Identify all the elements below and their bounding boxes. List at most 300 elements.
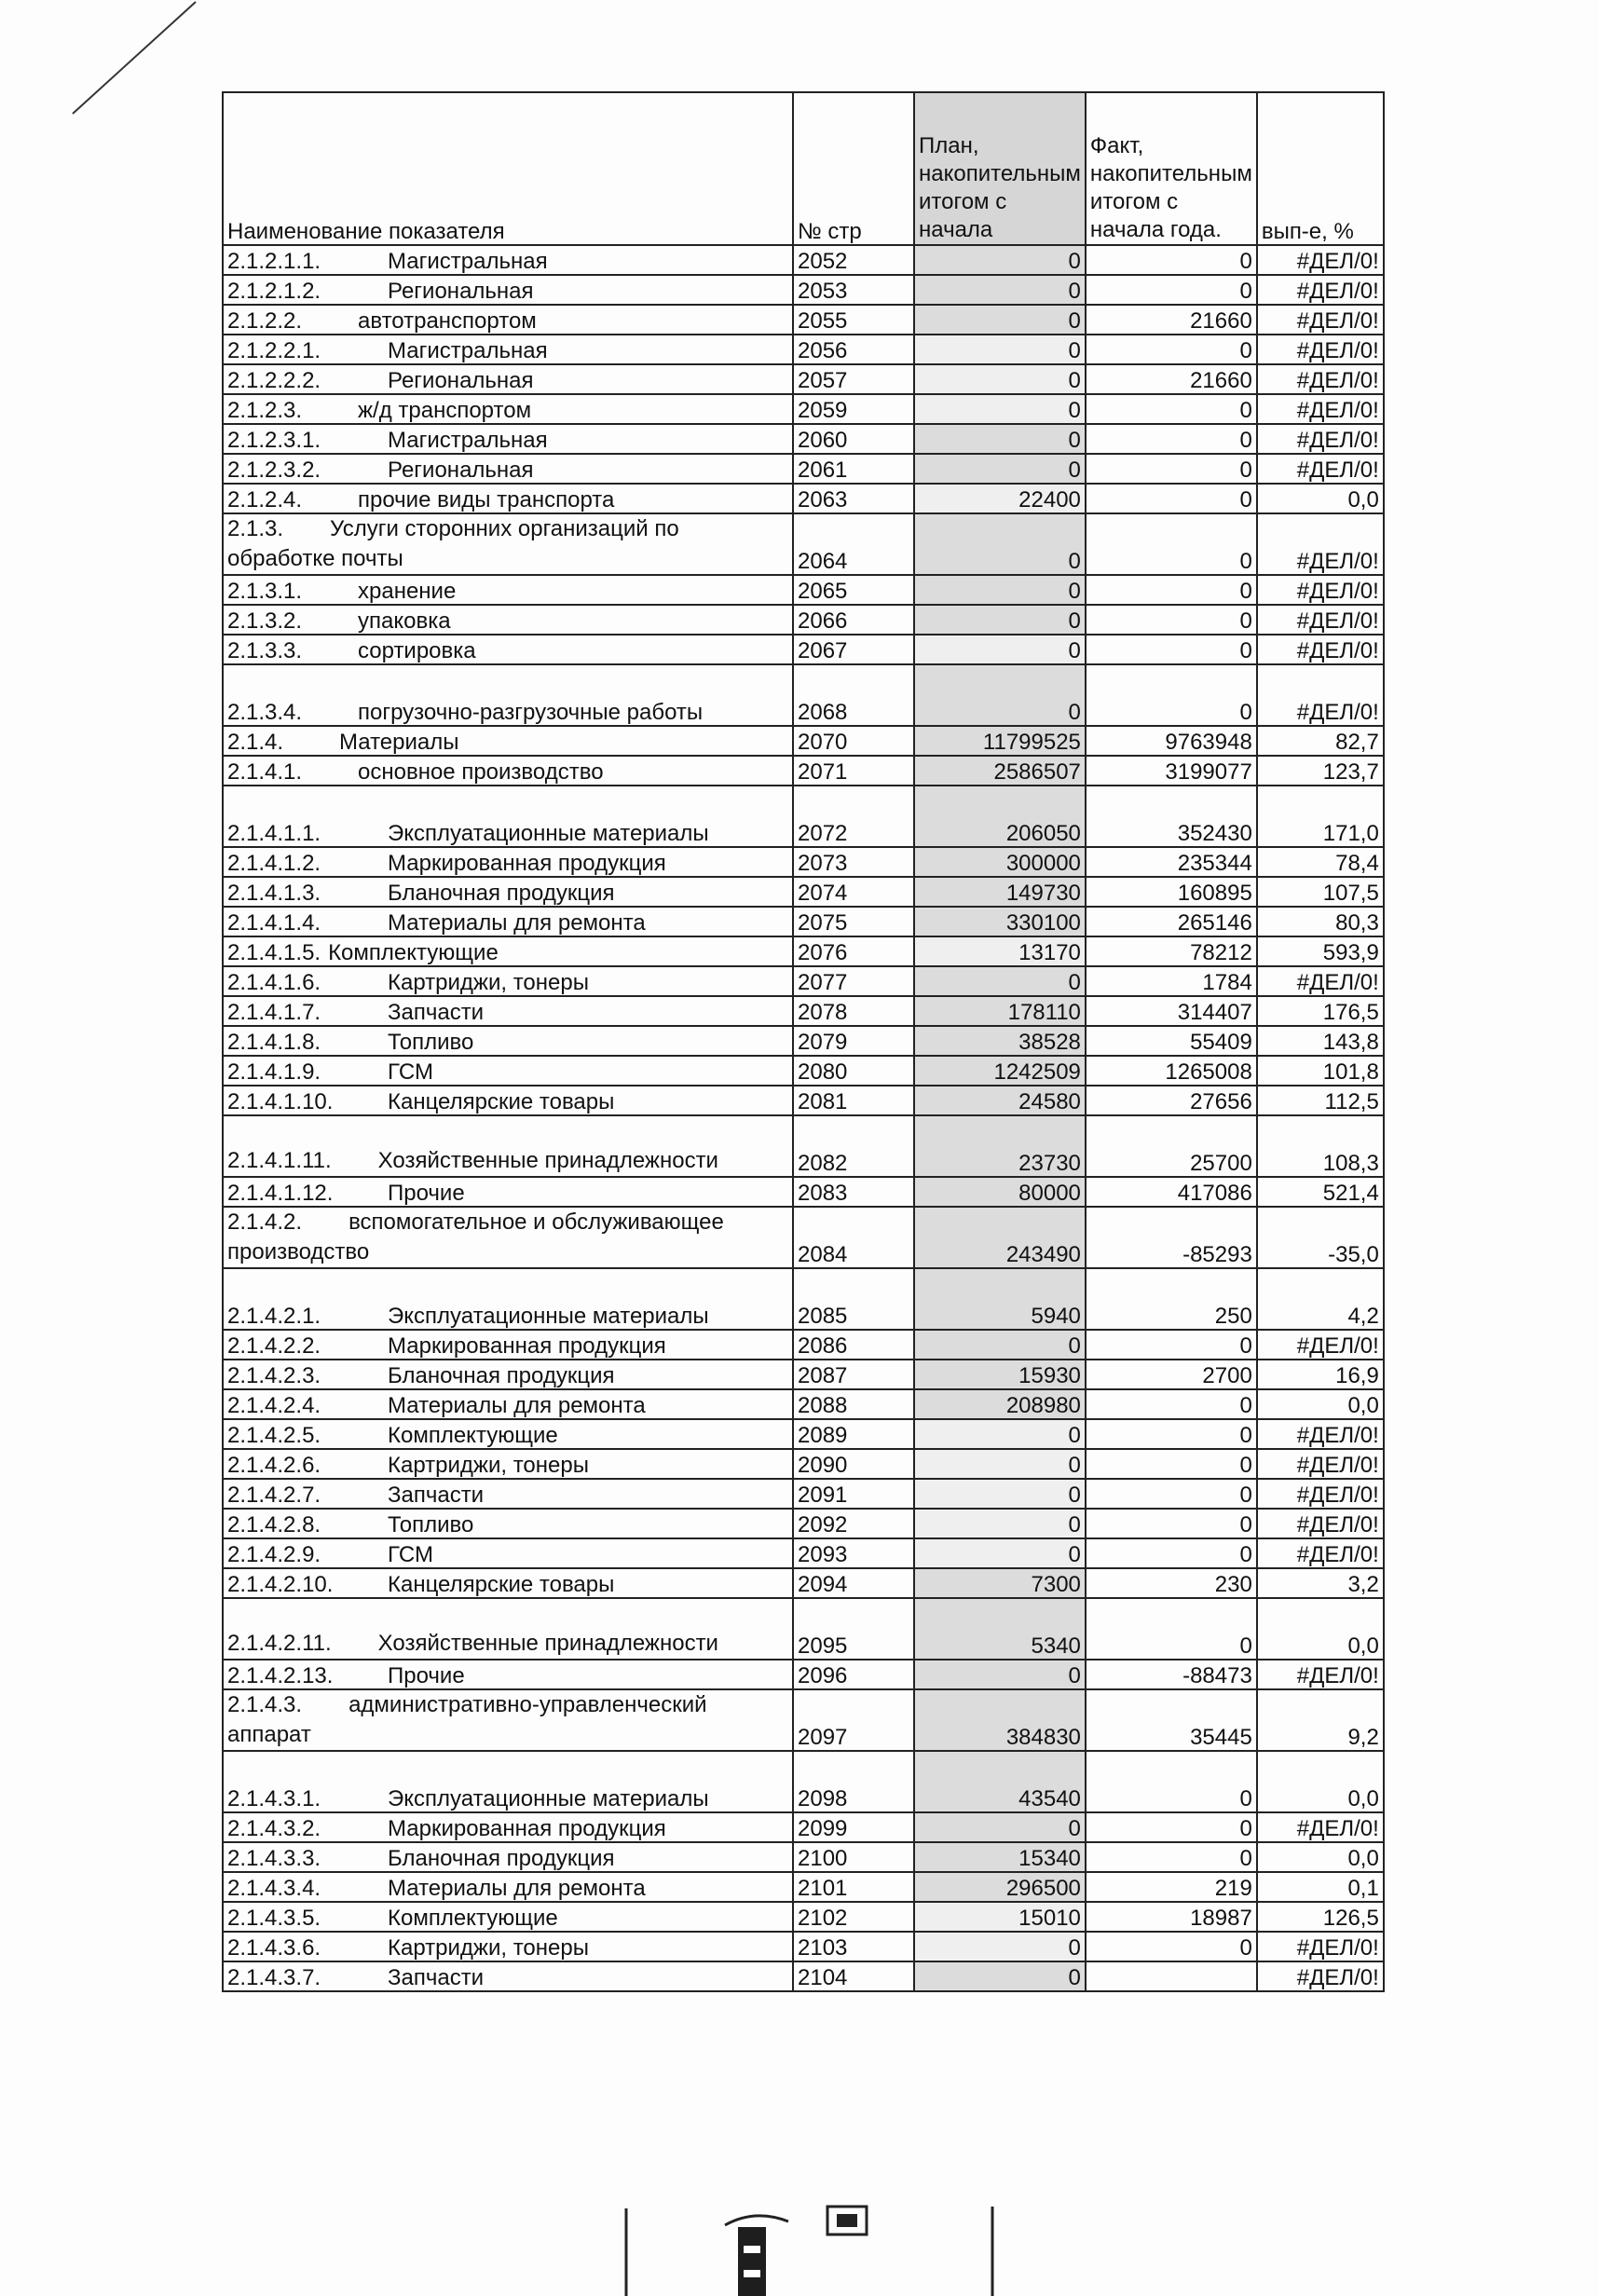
indicator-code: 2.1.4.1.8.	[227, 1030, 321, 1055]
line-number-cell: 2072	[793, 786, 914, 847]
fact-value-cell: 2700	[1086, 1360, 1257, 1389]
indicator-code: 2.1.4.1.6.	[227, 970, 321, 995]
table-body	[223, 245, 1384, 1991]
percent-cell: 16,9	[1257, 1360, 1384, 1389]
indicator-label: Материалы для ремонта	[388, 1393, 646, 1418]
indicator-code: 2.1.4.3.7.	[227, 1965, 321, 1990]
line-number-cell: 2068	[793, 664, 914, 726]
plan-value-cell: 0	[914, 245, 1086, 275]
indicator-label: Хозяйственные принадлежности	[377, 1631, 718, 1656]
indicator-name-cell	[223, 1689, 793, 1751]
indicator-code: 2.1.2.3.2.	[227, 458, 321, 483]
plan-value-cell: 0	[914, 1932, 1086, 1961]
indicator-code: 2.1.4.2.2.	[227, 1333, 321, 1359]
indicator-code: 2.1.2.2.	[227, 308, 303, 334]
table-row	[223, 245, 1384, 275]
plan-value-cell: 11799525	[914, 726, 1086, 756]
table-row	[223, 1330, 1384, 1360]
line-number-cell: 2093	[793, 1538, 914, 1568]
indicator-label: Комплектующие	[388, 1906, 558, 1931]
table-row	[223, 335, 1384, 364]
indicator-code: 2.1.4.3.3.	[227, 1846, 321, 1871]
fact-value-cell: 0	[1086, 275, 1257, 305]
plan-value-cell: 0	[914, 394, 1086, 424]
fact-value-cell: 18987	[1086, 1902, 1257, 1932]
indicator-label: погрузочно-разгрузочные работы	[358, 700, 704, 725]
percent-cell: 108,3	[1257, 1115, 1384, 1177]
fact-value-cell: 0	[1086, 1842, 1257, 1872]
table-row	[223, 966, 1384, 996]
indicator-label: автотранспортом	[358, 308, 537, 334]
line-number-cell: 2089	[793, 1419, 914, 1449]
fact-value-cell	[1086, 1961, 1257, 1991]
table-row	[223, 1056, 1384, 1086]
plan-value-cell: 2586507	[914, 756, 1086, 786]
fact-value-cell: -88473	[1086, 1660, 1257, 1689]
plan-value-cell: 0	[914, 1479, 1086, 1509]
fact-value-cell: 1265008	[1086, 1056, 1257, 1086]
line-number-cell: 2073	[793, 847, 914, 877]
plan-value-cell: 300000	[914, 847, 1086, 877]
indicator-name-cell	[223, 1568, 793, 1598]
percent-cell: 82,7	[1257, 726, 1384, 756]
indicator-code: 2.1.3.4.	[227, 700, 303, 725]
line-number-cell: 2101	[793, 1872, 914, 1902]
line-number-cell: 2092	[793, 1509, 914, 1538]
indicator-name-cell	[223, 726, 793, 756]
percent-cell: 143,8	[1257, 1026, 1384, 1056]
indicator-label: Магистральная	[388, 428, 548, 453]
line-number-cell: 2095	[793, 1598, 914, 1660]
indicator-code: 2.1.4.1.2.	[227, 851, 321, 876]
plan-value-cell: 0	[914, 966, 1086, 996]
plan-value-cell: 0	[914, 1812, 1086, 1842]
indicator-label: Бланочная продукция	[388, 1363, 615, 1388]
table-row	[223, 847, 1384, 877]
indicator-name-cell	[223, 1115, 793, 1177]
indicator-name-cell	[223, 1330, 793, 1360]
table-row	[223, 756, 1384, 786]
table-row	[223, 605, 1384, 635]
indicator-code: 2.1.4.2.1.	[227, 1304, 321, 1329]
indicator-code: 2.1.3.1.	[227, 579, 303, 604]
plan-value-cell: 24580	[914, 1086, 1086, 1115]
indicator-label: Топливо	[388, 1512, 474, 1538]
indicator-label: Бланочная продукция	[388, 881, 615, 906]
fact-value-cell: 314407	[1086, 996, 1257, 1026]
percent-cell: #ДЕЛ/0!	[1257, 394, 1384, 424]
fact-value-cell: 0	[1086, 1419, 1257, 1449]
indicator-label: Региональная	[388, 279, 534, 304]
plan-value-cell: 0	[914, 1509, 1086, 1538]
percent-cell: 0,0	[1257, 1598, 1384, 1660]
indicator-label: Комплектующие	[328, 940, 499, 965]
indicator-name-cell	[223, 1872, 793, 1902]
indicator-code: 2.1.4.2.4.	[227, 1393, 321, 1418]
percent-cell: 107,5	[1257, 877, 1384, 907]
percent-cell: #ДЕЛ/0!	[1257, 1449, 1384, 1479]
table-row	[223, 1538, 1384, 1568]
indicator-code: 2.1.4.3.5.	[227, 1906, 321, 1931]
percent-cell: #ДЕЛ/0!	[1257, 575, 1384, 605]
line-number-cell: 2085	[793, 1268, 914, 1330]
indicator-name-cell	[223, 1056, 793, 1086]
plan-value-cell: 0	[914, 305, 1086, 335]
plan-value-cell: 80000	[914, 1177, 1086, 1207]
fact-value-cell: 9763948	[1086, 726, 1257, 756]
plan-value-cell: 206050	[914, 786, 1086, 847]
header-percent: вып-е, %	[1257, 92, 1384, 245]
indicator-name-cell	[223, 996, 793, 1026]
indicator-code: 2.1.4.2.11.	[227, 1631, 332, 1656]
line-number-cell: 2074	[793, 877, 914, 907]
line-number-cell: 2060	[793, 424, 914, 454]
indicator-name-cell	[223, 1660, 793, 1689]
plan-value-cell: 330100	[914, 907, 1086, 936]
indicator-code: 2.1.4.1.7.	[227, 1000, 321, 1025]
plan-value-cell: 0	[914, 275, 1086, 305]
fact-value-cell: 0	[1086, 454, 1257, 484]
indicator-name-cell	[223, 1479, 793, 1509]
percent-cell: 0,0	[1257, 1842, 1384, 1872]
indicator-label: Региональная	[388, 368, 534, 393]
table-row	[223, 726, 1384, 756]
percent-cell: #ДЕЛ/0!	[1257, 513, 1384, 575]
header-plan: План, накопительным итогом с начала	[914, 92, 1086, 245]
fact-value-cell: 0	[1086, 1479, 1257, 1509]
line-number-cell: 2103	[793, 1932, 914, 1961]
indicator-label: Эксплуатационные материалы	[388, 821, 709, 846]
indicator-label: ж/д транспортом	[358, 398, 532, 423]
plan-value-cell: 5940	[914, 1268, 1086, 1330]
line-number-cell: 2102	[793, 1902, 914, 1932]
indicator-label: Магистральная	[388, 249, 548, 274]
indicator-name-cell	[223, 424, 793, 454]
page-bottom-scan-marks	[606, 2199, 997, 2296]
indicator-label: Маркированная продукция	[388, 1333, 666, 1359]
percent-cell: #ДЕЛ/0!	[1257, 275, 1384, 305]
line-number-cell: 2064	[793, 513, 914, 575]
indicator-code: 2.1.4.1.5.	[227, 940, 321, 965]
plan-value-cell: 178110	[914, 996, 1086, 1026]
line-number-cell: 2082	[793, 1115, 914, 1177]
table-row	[223, 1479, 1384, 1509]
indicator-label: Топливо	[388, 1030, 474, 1055]
indicator-name-cell	[223, 305, 793, 335]
fact-value-cell: 417086	[1086, 1177, 1257, 1207]
line-number-cell: 2104	[793, 1961, 914, 1991]
indicator-label: Прочие	[388, 1181, 465, 1206]
table-row	[223, 1932, 1384, 1961]
indicator-name-cell	[223, 877, 793, 907]
indicator-label: Канцелярские товары	[388, 1089, 615, 1114]
indicator-name-cell	[223, 275, 793, 305]
percent-cell: 78,4	[1257, 847, 1384, 877]
indicator-name-cell	[223, 635, 793, 664]
table-row	[223, 1268, 1384, 1330]
percent-cell: 126,5	[1257, 1902, 1384, 1932]
table-row	[223, 1389, 1384, 1419]
line-number-cell: 2098	[793, 1751, 914, 1812]
table-row	[223, 484, 1384, 513]
indicator-label: Хозяйственные принадлежности	[377, 1148, 718, 1173]
indicator-name-cell	[223, 1961, 793, 1991]
indicator-code: 2.1.4.1.12.	[227, 1181, 334, 1206]
indicator-label: сортировка	[358, 638, 476, 663]
fact-value-cell: 0	[1086, 1751, 1257, 1812]
fact-value-cell: 0	[1086, 1598, 1257, 1660]
fact-value-cell: 35445	[1086, 1689, 1257, 1751]
indicator-label: Эксплуатационные материалы	[388, 1786, 709, 1811]
plan-value-cell: 0	[914, 364, 1086, 394]
plan-value-cell: 0	[914, 1538, 1086, 1568]
indicator-name-cell	[223, 1812, 793, 1842]
table-row	[223, 664, 1384, 726]
line-number-cell: 2080	[793, 1056, 914, 1086]
fact-value-cell: 27656	[1086, 1086, 1257, 1115]
table-row	[223, 1177, 1384, 1207]
plan-value-cell: 5340	[914, 1598, 1086, 1660]
fact-value-cell: 3199077	[1086, 756, 1257, 786]
line-number-cell: 2055	[793, 305, 914, 335]
line-number-cell: 2091	[793, 1479, 914, 1509]
fact-value-cell: 265146	[1086, 907, 1257, 936]
percent-cell: 112,5	[1257, 1086, 1384, 1115]
indicator-label: упаковка	[358, 608, 451, 634]
table-row	[223, 996, 1384, 1026]
line-number-cell: 2059	[793, 394, 914, 424]
fact-value-cell: 0	[1086, 1389, 1257, 1419]
indicator-code: 2.1.4.1.	[227, 759, 303, 785]
percent-cell: #ДЕЛ/0!	[1257, 364, 1384, 394]
plan-value-cell: 1242509	[914, 1056, 1086, 1086]
indicator-name-cell	[223, 1842, 793, 1872]
indicator-name-cell	[223, 1598, 793, 1660]
fact-value-cell: 78212	[1086, 936, 1257, 966]
plan-value-cell: 0	[914, 1961, 1086, 1991]
indicator-name-cell	[223, 1389, 793, 1419]
line-number-cell: 2065	[793, 575, 914, 605]
indicator-label: Запчасти	[388, 1965, 485, 1990]
percent-cell: #ДЕЛ/0!	[1257, 1961, 1384, 1991]
table-row	[223, 936, 1384, 966]
percent-cell: 0,1	[1257, 1872, 1384, 1902]
indicator-name-cell	[223, 1177, 793, 1207]
indicator-name-cell	[223, 605, 793, 635]
table-row	[223, 1509, 1384, 1538]
indicator-code: 2.1.4.2.13.	[227, 1663, 334, 1688]
fact-value-cell: 0	[1086, 1538, 1257, 1568]
percent-cell: #ДЕЛ/0!	[1257, 1660, 1384, 1689]
indicator-label: Эксплуатационные материалы	[388, 1304, 709, 1329]
indicator-name-cell	[223, 394, 793, 424]
plan-value-cell: 43540	[914, 1751, 1086, 1812]
indicator-code: 2.1.4.2.5.	[227, 1423, 321, 1448]
plan-value-cell: 22400	[914, 484, 1086, 513]
indicator-code: 2.1.2.3.	[227, 398, 303, 423]
fact-value-cell: -85293	[1086, 1207, 1257, 1268]
indicator-name-cell	[223, 1538, 793, 1568]
plan-value-cell: 13170	[914, 936, 1086, 966]
indicator-label: ГСМ	[388, 1059, 433, 1085]
fact-value-cell: 0	[1086, 605, 1257, 635]
header-name: Наименование показателя	[223, 92, 793, 245]
indicator-code: 2.1.2.4.	[227, 487, 303, 512]
table-row	[223, 1812, 1384, 1842]
indicator-name-cell	[223, 1207, 793, 1268]
percent-cell: 101,8	[1257, 1056, 1384, 1086]
table-row	[223, 364, 1384, 394]
percent-cell: 171,0	[1257, 786, 1384, 847]
percent-cell: #ДЕЛ/0!	[1257, 1509, 1384, 1538]
percent-cell: #ДЕЛ/0!	[1257, 1330, 1384, 1360]
indicator-code: 2.1.4.1.4.	[227, 910, 321, 936]
plan-value-cell: 15930	[914, 1360, 1086, 1389]
percent-cell: 4,2	[1257, 1268, 1384, 1330]
percent-cell: 0,0	[1257, 484, 1384, 513]
table-row	[223, 1961, 1384, 1991]
indicator-label: хранение	[358, 579, 457, 604]
plan-value-cell: 15340	[914, 1842, 1086, 1872]
indicator-name-cell	[223, 907, 793, 936]
percent-cell: #ДЕЛ/0!	[1257, 635, 1384, 664]
table-row	[223, 305, 1384, 335]
indicator-code: 2.1.2.1.1.	[227, 249, 321, 274]
indicator-code: 2.1.4.2.8.	[227, 1512, 321, 1538]
plan-value-cell: 0	[914, 424, 1086, 454]
percent-cell: 9,2	[1257, 1689, 1384, 1751]
plan-value-cell: 149730	[914, 877, 1086, 907]
table-row	[223, 635, 1384, 664]
line-number-cell: 2081	[793, 1086, 914, 1115]
plan-value-cell: 0	[914, 1419, 1086, 1449]
indicator-name-cell	[223, 335, 793, 364]
indicator-label: основное производство	[358, 759, 604, 785]
plan-value-cell: 243490	[914, 1207, 1086, 1268]
indicator-code: 2.1.3.3.	[227, 638, 303, 663]
fact-value-cell: 219	[1086, 1872, 1257, 1902]
indicator-label: Картриджи, тонеры	[388, 970, 589, 995]
line-number-cell: 2071	[793, 756, 914, 786]
indicator-label: Услуги сторонних организаций по обработке почты	[227, 516, 679, 571]
fact-value-cell: 1784	[1086, 966, 1257, 996]
fact-value-cell: 0	[1086, 1330, 1257, 1360]
indicator-name-cell	[223, 1902, 793, 1932]
line-number-cell: 2063	[793, 484, 914, 513]
plan-value-cell: 23730	[914, 1115, 1086, 1177]
indicator-label: Маркированная продукция	[388, 1816, 666, 1841]
indicator-name-cell	[223, 1509, 793, 1538]
percent-cell: #ДЕЛ/0!	[1257, 605, 1384, 635]
fact-value-cell: 25700	[1086, 1115, 1257, 1177]
table-row	[223, 275, 1384, 305]
line-number-cell: 2056	[793, 335, 914, 364]
indicator-name-cell	[223, 364, 793, 394]
indicator-code: 2.1.2.2.1.	[227, 338, 321, 363]
indicator-code: 2.1.4.1.9.	[227, 1059, 321, 1085]
indicator-label: вспомогательное и обслуживающее производство	[227, 1210, 724, 1264]
line-number-cell: 2067	[793, 635, 914, 664]
table-row	[223, 1026, 1384, 1056]
line-number-cell: 2088	[793, 1389, 914, 1419]
fact-value-cell: 21660	[1086, 364, 1257, 394]
fact-value-cell: 0	[1086, 513, 1257, 575]
indicator-code: 2.1.4.2.3.	[227, 1363, 321, 1388]
line-number-cell: 2079	[793, 1026, 914, 1056]
line-number-cell: 2075	[793, 907, 914, 936]
percent-cell: 521,4	[1257, 1177, 1384, 1207]
fact-value-cell: 0	[1086, 635, 1257, 664]
fact-value-cell: 160895	[1086, 877, 1257, 907]
indicator-code: 2.1.4.2.	[227, 1210, 303, 1235]
indicator-label: Маркированная продукция	[388, 851, 666, 876]
fact-value-cell: 0	[1086, 335, 1257, 364]
table-row	[223, 907, 1384, 936]
fact-value-cell: 0	[1086, 1449, 1257, 1479]
plan-value-cell: 15010	[914, 1902, 1086, 1932]
percent-cell: #ДЕЛ/0!	[1257, 966, 1384, 996]
plan-value-cell: 7300	[914, 1568, 1086, 1598]
line-number-cell: 2078	[793, 996, 914, 1026]
indicator-code: 2.1.4.3.	[227, 1692, 303, 1717]
plan-value-cell: 0	[914, 575, 1086, 605]
table-row	[223, 394, 1384, 424]
percent-cell: 123,7	[1257, 756, 1384, 786]
table-row	[223, 1902, 1384, 1932]
indicator-code: 2.1.4.1.1.	[227, 821, 321, 846]
line-number-cell: 2066	[793, 605, 914, 635]
fact-value-cell: 0	[1086, 424, 1257, 454]
percent-cell: #ДЕЛ/0!	[1257, 335, 1384, 364]
plan-value-cell: 0	[914, 335, 1086, 364]
table-row	[223, 1419, 1384, 1449]
plan-value-cell: 0	[914, 454, 1086, 484]
percent-cell: 3,2	[1257, 1568, 1384, 1598]
indicator-label: Картриджи, тонеры	[388, 1453, 589, 1478]
plan-value-cell: 208980	[914, 1389, 1086, 1419]
table-row	[223, 1449, 1384, 1479]
percent-cell: #ДЕЛ/0!	[1257, 424, 1384, 454]
table-row	[223, 1598, 1384, 1660]
table-row	[223, 786, 1384, 847]
percent-cell: 80,3	[1257, 907, 1384, 936]
header-fact: Факт, накопительным итогом с начала года.	[1086, 92, 1257, 245]
percent-cell: #ДЕЛ/0!	[1257, 1538, 1384, 1568]
indicator-code: 2.1.4.2.10.	[227, 1572, 334, 1597]
percent-cell: 176,5	[1257, 996, 1384, 1026]
fact-value-cell: 0	[1086, 664, 1257, 726]
indicator-code: 2.1.3.	[227, 516, 284, 541]
report-table	[222, 91, 1385, 1992]
table-row	[223, 877, 1384, 907]
indicator-label: Комплектующие	[388, 1423, 558, 1448]
indicator-name-cell	[223, 484, 793, 513]
indicator-name-cell	[223, 513, 793, 575]
line-number-cell: 2100	[793, 1842, 914, 1872]
table-row	[223, 1751, 1384, 1812]
fact-value-cell: 230	[1086, 1568, 1257, 1598]
indicator-code: 2.1.4.1.11.	[227, 1148, 332, 1173]
percent-cell: #ДЕЛ/0!	[1257, 305, 1384, 335]
plan-value-cell: 384830	[914, 1689, 1086, 1751]
indicator-name-cell	[223, 575, 793, 605]
indicator-name-cell	[223, 454, 793, 484]
indicator-code: 2.1.4.3.2.	[227, 1816, 321, 1841]
line-number-cell: 2087	[793, 1360, 914, 1389]
indicator-name-cell	[223, 1268, 793, 1330]
indicator-name-cell	[223, 966, 793, 996]
fact-value-cell: 55409	[1086, 1026, 1257, 1056]
